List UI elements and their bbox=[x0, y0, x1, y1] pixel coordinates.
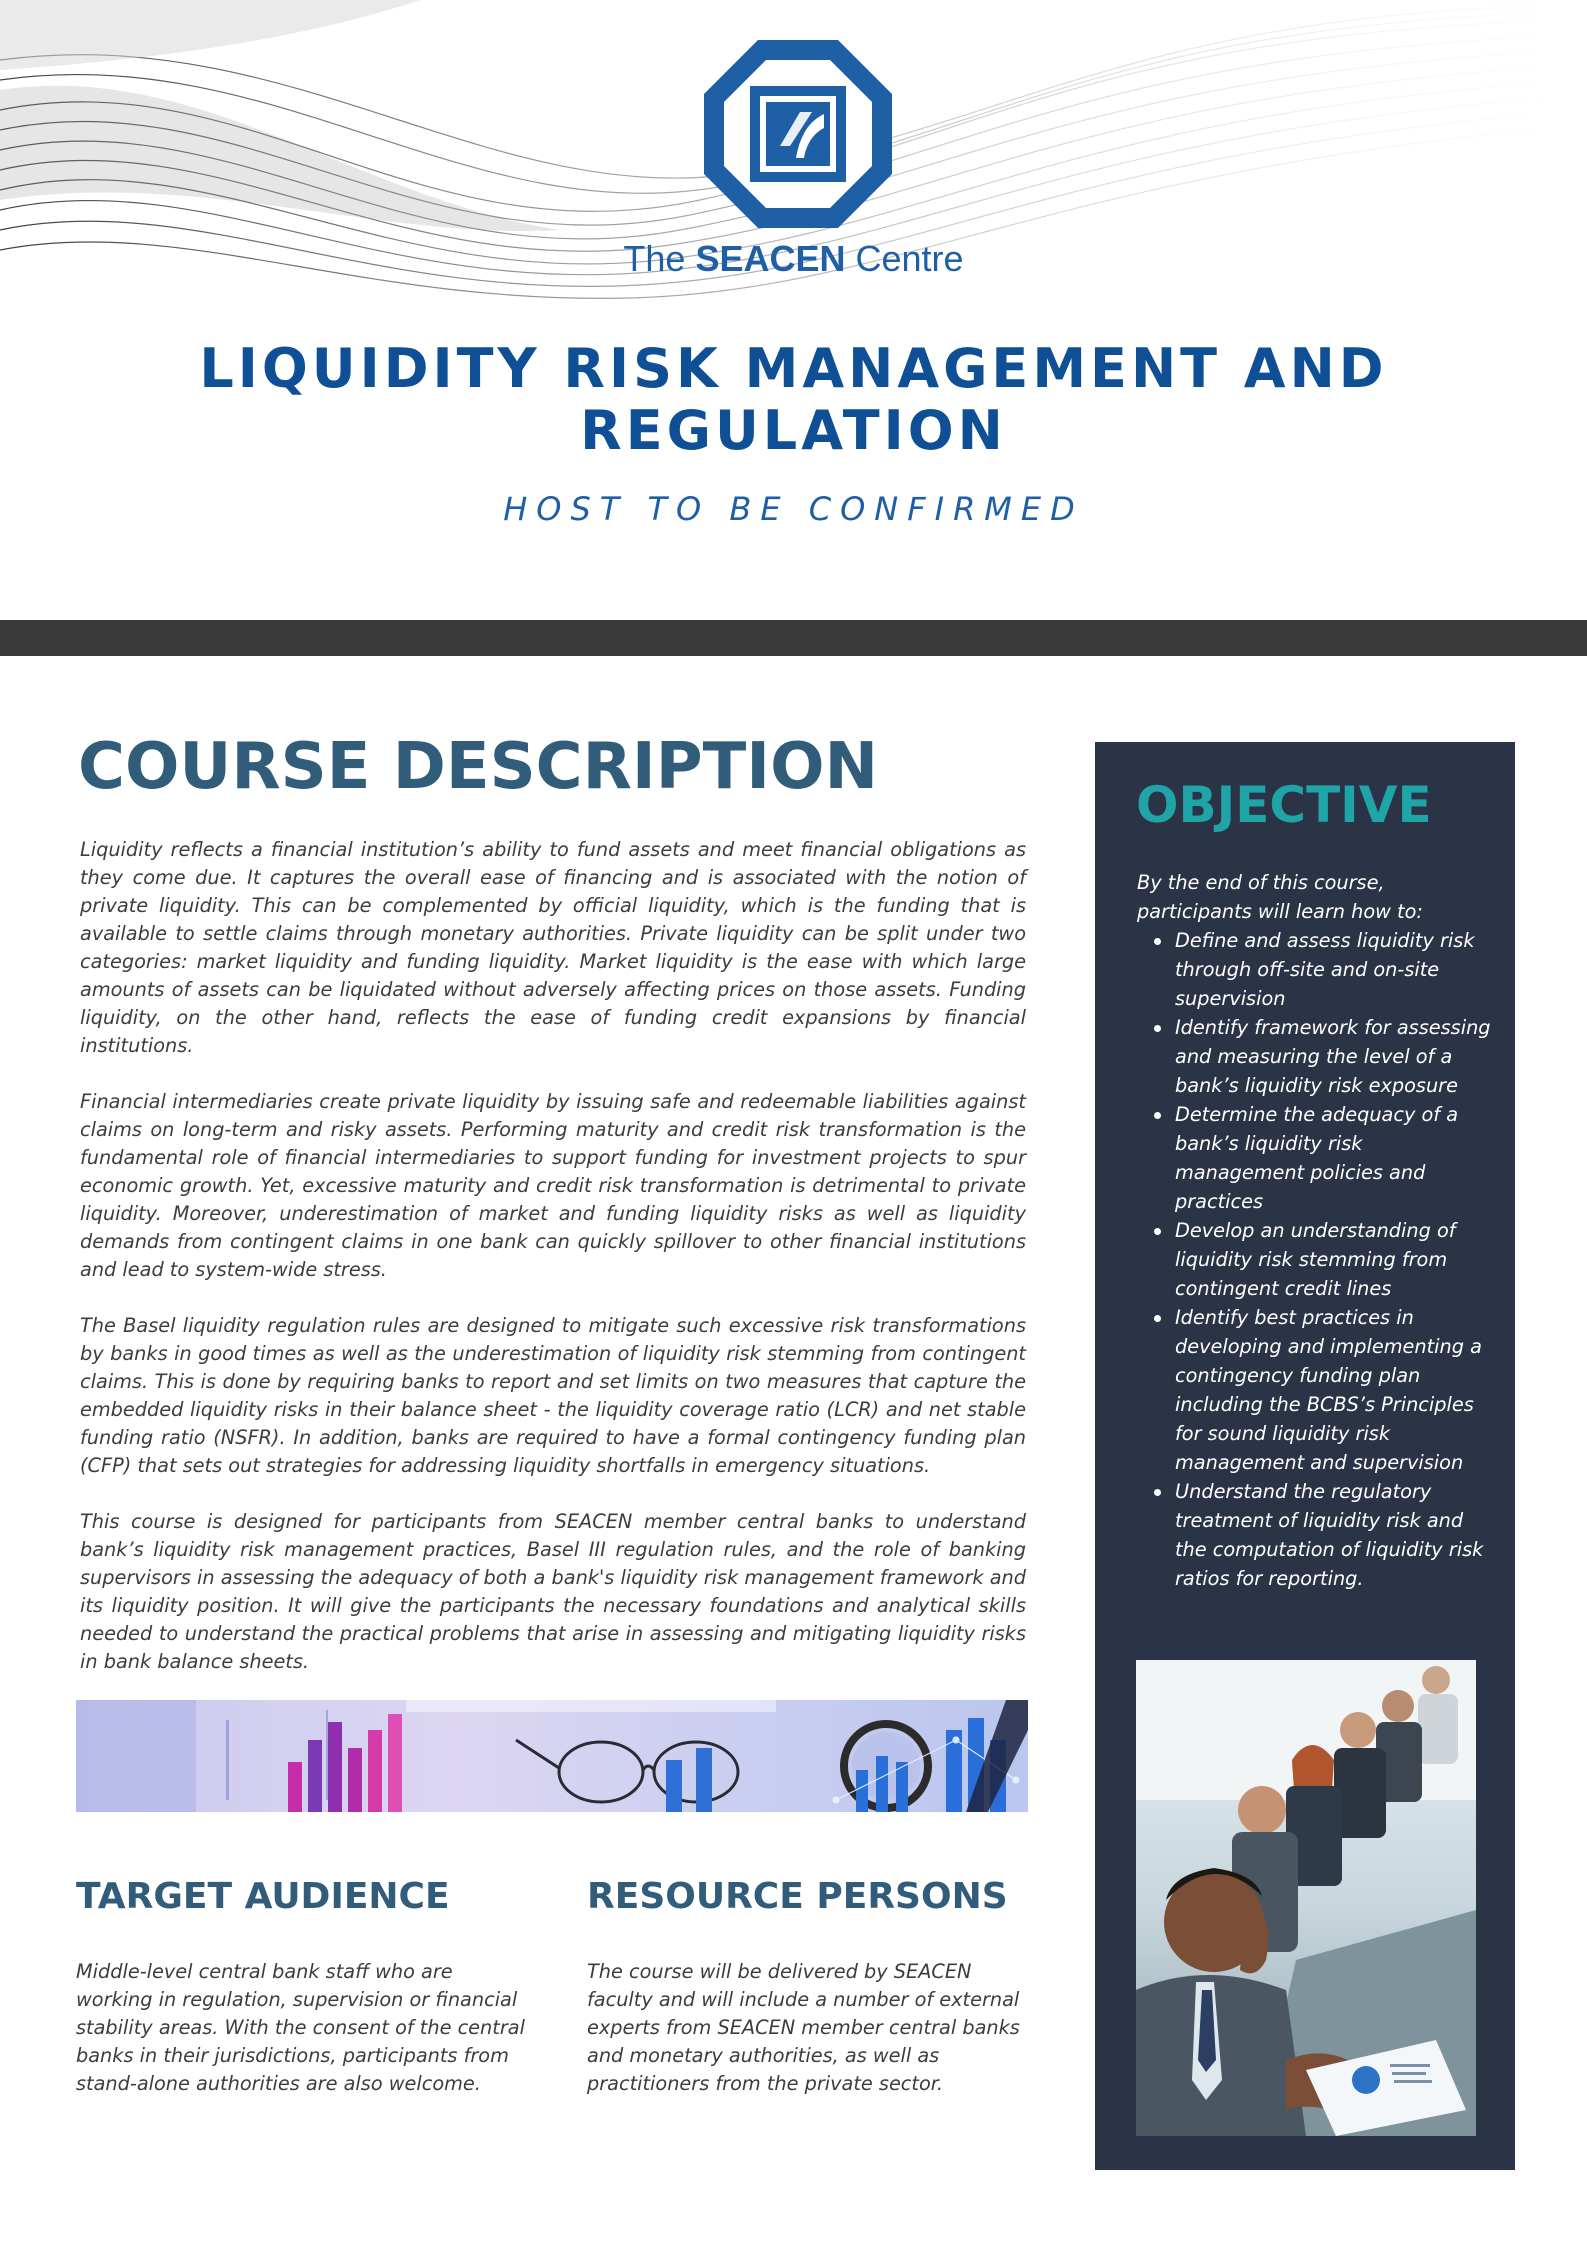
title-line-2: REGULATION bbox=[580, 399, 1007, 462]
page-subtitle: HOST TO BE CONFIRMED bbox=[503, 490, 1084, 528]
objective-item: Identify best practices in developing and implementing a contingency funding plan including the BCBS’s Principles for sound liquidity risk management and supervision bbox=[1175, 1303, 1497, 1477]
course-paragraph: Financial intermediaries create private liquidity by issuing safe and redeemable liabilities against claims on long-term and risky assets. Performing maturity and credit risk transformation is the fundamental role of financial intermediaries to support funding for investment projects to spur economic growth. Yet, excessive maturity and credit risk transformation is detrimental to private liquidity. Moreover, underestimation of market and funding liquidity risks as well as liquidity demands from contingent claims in one bank can quickly spillover to other financial institutions and lead to system-wide stress. bbox=[80, 1090, 1026, 1281]
course-description-heading: COURSE DESCRIPTION bbox=[78, 730, 879, 804]
objective-heading: OBJECTIVE bbox=[1136, 776, 1432, 834]
course-description-body bbox=[80, 836, 1026, 1704]
target-audience-text: Middle-level central bank staff who are working in regulation, supervision or financial stability areas. With the consent of the central banks in their jurisdictions, participants from stand-alone authorities are also welcome. bbox=[76, 1960, 525, 2095]
objective-item: Develop an understanding of liquidity risk stemming from contingent credit lines bbox=[1175, 1216, 1497, 1303]
brand-name bbox=[0, 238, 1587, 280]
title-line-1: LIQUIDITY RISK MANAGEMENT AND bbox=[199, 337, 1388, 400]
resource-persons-text: The course will be delivered by SEACEN faculty and will include a number of external experts from SEACEN member central banks and monetary authorities, as well as practitioners from the private sector. bbox=[587, 1960, 1020, 2095]
target-audience-heading: TARGET AUDIENCE bbox=[76, 1876, 450, 1917]
seacen-logo-icon bbox=[700, 36, 896, 232]
course-paragraph: This course is designed for participants from SEACEN member central banks to understand bank’s liquidity risk management practices, Basel III regulation rules, and the role of banking supervisors in assessing the adequacy of both a bank's liquidity risk management framework and its liquidity position. It will give the participants the necessary foundations and analytical skills needed to understand the practical problems that arise in assessing and mitigating liquidity risks in bank balance sheets. bbox=[80, 1510, 1026, 1673]
page-title bbox=[0, 338, 1587, 462]
objective-item: Define and assess liquidity risk through off-site and on-site supervision bbox=[1175, 926, 1497, 1013]
objective-item: Identify framework for assessing and measuring the level of a bank’s liquidity risk exposure bbox=[1175, 1013, 1497, 1100]
conference-participants-photo bbox=[1136, 1660, 1476, 2136]
divider-band bbox=[0, 620, 1587, 656]
objective-item: Understand the regulatory treatment of liquidity risk and the computation of liquidity risk ratios for reporting. bbox=[1175, 1477, 1497, 1593]
course-paragraph: The Basel liquidity regulation rules are designed to mitigate such excessive risk transformations by banks in good times as well as the underestimation of liquidity risk stemming from contingent claims. This is done by requiring banks to report and set limits on two measures that capture the embedded liquidity risks in their balance sheet - the liquidity coverage ratio (LCR) and net stable funding ratio (NSFR). In addition, banks are required to have a formal contingency funding plan (CFP) that sets out strategies for addressing liquidity shortfalls in emergency situations. bbox=[80, 1314, 1026, 1477]
objective-intro: By the end of this course, participants will learn how to: bbox=[1137, 871, 1423, 923]
resource-persons-heading: RESOURCE PERSONS bbox=[587, 1876, 1008, 1917]
objective-list bbox=[1137, 926, 1497, 1593]
financial-charts-banner-image bbox=[76, 1700, 1028, 1812]
brand-suffix: Centre bbox=[845, 238, 964, 279]
objective-item: Determine the adequacy of a bank’s liquidity risk management policies and practices bbox=[1175, 1100, 1497, 1216]
brand-seacen: SEACEN bbox=[695, 238, 846, 279]
course-paragraph: Liquidity reflects a financial institution’s ability to fund assets and meet financial obligations as they come due. It captures the overall ease of financing and is associated with the notion of private liquidity. This can be complemented by official liquidity, which is the funding that is available to settle claims through monetary authorities. Private liquidity can be split under two categories: market liquidity and funding liquidity. Market liquidity is the ease with which large amounts of assets can be liquidated without adversely affecting prices on those assets. Funding liquidity, on the other hand, reflects the ease of funding credit expansions by financial institutions. bbox=[80, 838, 1026, 1057]
brand-prefix: The bbox=[623, 238, 696, 279]
